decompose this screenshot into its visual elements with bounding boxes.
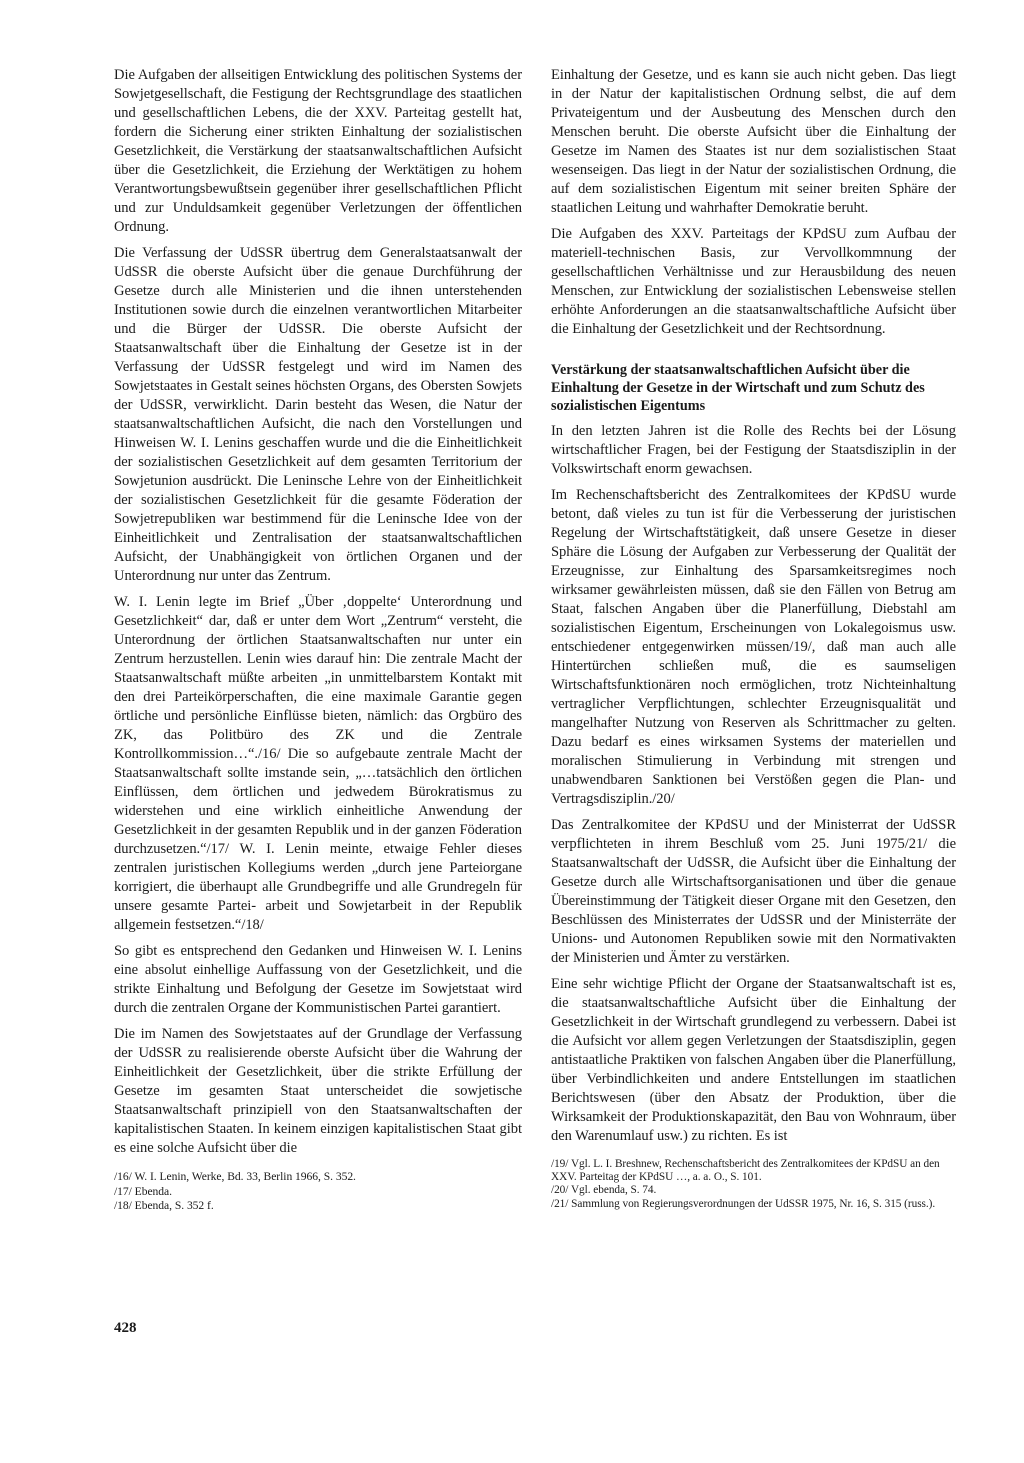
paragraph: Eine sehr wichtige Pflicht der Organe der Staatsanwaltschaft ist es, die staatsanwaltschaftliche Aufsicht über die Einhaltung der Gesetzlichkeit in der Wirtschaft grundlegend zu verbessern. Dabei ist die Aufsicht vor allem gegen Verletzungen der Staatsdisziplin, gegen antistaatliche Praktiken von falschen Angaben über die Planerfüllung, über Verbindlichkeiten und andere Entstellungen im staatlichen Berichtswesen (über den Absatz der Produktion, über die Wirksamkeit der Produktionskapazität, den Bau von Wohnraum, über den Warenumlauf usw.) zu richten. Es ist bbox=[551, 975, 956, 1144]
footnotes-left bbox=[114, 1170, 522, 1214]
paragraph: W. I. Lenin legte im Brief „Über ‚doppelte‘ Unterordnung und Gesetzlichkeit“ dar, daß er unter dem Wort „Zentrum“ versteht, die Unterordnung der örtlichen Staatsanwaltschaften nur unter ein Zentrum herzustellen. Lenin wies darauf hin: Die zentrale Macht der Staatsanwaltschaft müßte arbeiten „in unmittelbarstem Kontakt mit den drei Parteikörperschaften, die eine maximale Garantie gegen örtliche und persönliche Einflüsse bieten, nämlich: das Orgbüro des ZK, das Politbüro des ZK und die Zentrale Kontrollkommission…“./16/ Die so aufgebaute zentrale Macht der Staatsanwaltschaft sollte imstande sein, „…tatsächlich den örtlichen Einflüssen, dem örtlichen und jedwedem Bürokratismus zu widerstehen und eine wirklich einheitliche Anwendung der Gesetzlichkeit in der gesamten Republik und in der ganzen Föderation durchzusetzen.“/17/ W. I. Lenin meinte, etwaige Fehler dieses zentralen juristischen Kollegiums werden „durch jene Parteiorgane korrigiert, die überhaupt alle Grundbegriffe und alle Grundregeln für unsere gesamte Partei- arbeit und Sowjetarbeit in der Republik allgemein festsetzen.“/18/ bbox=[114, 594, 522, 933]
right-column bbox=[551, 66, 956, 1211]
paragraph: In den letzten Jahren ist die Rolle des Rechts bei der Lösung wirtschaftlicher Fragen, bei der Festigung der Staatsdisziplin in der Volkswirtschaft enorm gewachsen. bbox=[551, 422, 956, 477]
page-number: 428 bbox=[114, 1320, 137, 1336]
paragraph: Die im Namen des Sowjetstaates auf der Grundlage der Verfassung der UdSSR zu realisierende oberste Aufsicht über die Wahrung der Einheitlichkeit der Gesetzlichkeit, über die strikte Erfüllung der Gesetze im gesamten Staat unterscheidet die sowjetische Staatsanwaltschaft prinzipiell von den Staatsanwaltschaften der kapitalistischen Staaten. In keinem einzigen kapitalistischen Staat gibt es eine solche Aufsicht über die bbox=[114, 1026, 522, 1156]
footnote: /16/ W. I. Lenin, Werke, Bd. 33, Berlin 1966, S. 352. bbox=[114, 1170, 356, 1183]
paragraph: Das Zentralkomitee der KPdSU und der Ministerrat der UdSSR verpflichteten in ihrem Beschluß vom 25. Juni 1975/21/ die Staatsanwaltschaft der UdSSR, die Aufsicht über die Einhaltung der Gesetze durch alle Wirtschaftsorganisationen und über die genaue Übereinstimmung der Tätigkeit dieser Organe mit den Gesetzen, den Beschlüssen des Ministerrates der UdSSR und der Ministerräte der Unions- und Autonomen Republiken sowie mit den Normativakten der Ministerien und Ämter zu verstärken. bbox=[551, 816, 956, 966]
footnote: /17/ Ebenda. bbox=[114, 1184, 172, 1198]
paragraph: Die Verfassung der UdSSR übertrug dem Generalstaatsanwalt der UdSSR die oberste Aufsicht über die genaue Durchführung der Gesetze durch alle Ministerien und die ihnen unterstehenden Institutionen sowie durch die einzelnen verantwortlichen Mitarbeiter und die Bürger der UdSSR. Die oberste Aufsicht der Staatsanwaltschaft über die Einhaltung der Gesetze ist in der Verfassung der UdSSR festgelegt und wird im Namen des Sowjetstaates in Gestalt seines höchsten Organs, des Obersten Sowjets der UdSSR, verwirklicht. Darin besteht das Wesen, die Natur der staatsanwaltschaftlichen Aufsicht, die nach den Vorstellungen und Hinweisen W. I. Lenins geschaffen wurde und die die Einheitlichkeit der sozialistischen Gesetzlichkeit auf dem gesamten Territorium der Sowjetunion ausdrückt. Die Leninsche Lehre von der Einheitlichkeit der sozialistischen Gesetzlichkeit für die gesamte Föderation der Sowjetrepubliken war bestimmend für die Leninsche Idee von der Einheitlichkeit und Zentralisation der staatsanwaltschaftlichen Aufsicht, der Unabhängigkeit von örtlichen Organen und der Unterordnung nur unter das Zentrum. bbox=[114, 245, 522, 584]
footnote: /20/ Vgl. ebenda, S. 74. bbox=[551, 1184, 657, 1197]
footnote: /19/ Vgl. L. I. Breshnew, Rechenschaftsbericht des Zentralkomitees der KPdSU an den XXV. Parteitag der KPdSU …, a. a. O., S. 101. bbox=[551, 1157, 940, 1184]
paragraph: Die Aufgaben des XXV. Parteitags der KPdSU zum Aufbau der materiell-technischen Basis, zur Vervollkommnung der gesellschaftlichen Verhältnisse und zur Herausbildung des neuen Menschen, zur Entwicklung der sozialistischen Lebensweise stellen erhöhte Anforderungen an die staatsanwaltschaftliche Aufsicht über die Einhaltung der Gesetzlichkeit und der Rechtsordnung. bbox=[551, 226, 956, 337]
section-heading: Verstärkung der staatsanwaltschaftlichen Aufsicht über die Einhaltung der Gesetze in der Wirtschaft und zum Schutz des sozialistischen Eigentums bbox=[551, 362, 925, 415]
footnote: /18/ Ebenda, S. 352 f. bbox=[114, 1199, 214, 1212]
left-column bbox=[114, 66, 522, 1214]
paragraph: Im Rechenschaftsbericht des Zentralkomitees der KPdSU wurde betont, daß vieles zu tun ist für die Verbesserung der juristischen Regelung der Wirtschaftstätigkeit, daß unsere Gesetze in dieser Sphäre die Lösung der Aufgaben zur Verbesserung der Qualität der Erzeugnisse, zur Einhaltung des Sparsamkeitsregimes noch wirksamer gewährleisten müssen, daß sie den Fällen von Betrug am Staat, falschen Angaben über die Planerfüllung, Diebstahl am sozialistischen Eigentum, Erscheinungen von Lokalegoismus usw. entschiedener entgegenwirken müssen/19/, daß man auch alle Hintertürchen schließen muß, die es saumseligen Wirtschaftsfunktionären noch ermöglichen, trotz Nichteinhaltung vertraglicher Verpflichtungen, schlechter Erzeugnisqualität und mangelhafter Nutzung von Reserven als Schrittmacher zu gelten. Dazu bedarf es eines wirksamen Systems der materiellen und moralischen Stimulierung in Verbindung mit strengen und unabwendbaren Sanktionen bei Verstößen gegen die Plan- und Vertragsdisziplin./20/ bbox=[551, 486, 956, 807]
footnotes-right bbox=[551, 1158, 956, 1212]
paragraph: So gibt es entsprechend den Gedanken und Hinweisen W. I. Lenins eine absolut einhellige Auffassung von der Gesetzlichkeit, und die strikte Einhaltung und Befolgung der Gesetze im Sowjetstaat wird durch die zentralen Organe der Kommunistischen Partei garantiert. bbox=[114, 943, 522, 1016]
paragraph: Einhaltung der Gesetze, und es kann sie auch nicht geben. Das liegt in der Natur der kapitalistischen Ordnung selbst, die auf dem Privateigentum und der Ausbeutung des Menschen durch den Menschen beruht. Die oberste Aufsicht über die Einhaltung der Gesetze im Namen des Staates ist nur dem sozialistischen Staat wesenseigen. Das liegt in der Natur der sozialistischen Ordnung, die auf dem sozialistischen Eigentum mit seiner breiten Sphäre der staatlichen Leitung und wahrhafter Demokratie beruht. bbox=[551, 67, 956, 216]
paragraph: Die Aufgaben der allseitigen Entwicklung des politischen Systems der Sowjetgesellschaft, die Festigung der Rechtsgrundlage des staatlichen und gesellschaftlichen Lebens, die der XXV. Parteitag gestellt hat, fordern die Sicherung einer strikten Einhaltung der sozialistischen Gesetzlichkeit, die Verstärkung der staatsanwaltschaftlichen Aufsicht über die Gesetzlichkeit, die Erziehung der Werktätigen zu hohem Verantwortungsbewußtsein gegenüber ihrer gesellschaftlichen Pflicht und zur Unduldsamkeit gegenüber Verletzungen der öffentlichen Ordnung. bbox=[114, 67, 522, 235]
footnote: /21/ Sammlung von Regierungsverordnungen der UdSSR 1975, Nr. 16, S. 315 (russ.). bbox=[551, 1197, 936, 1210]
